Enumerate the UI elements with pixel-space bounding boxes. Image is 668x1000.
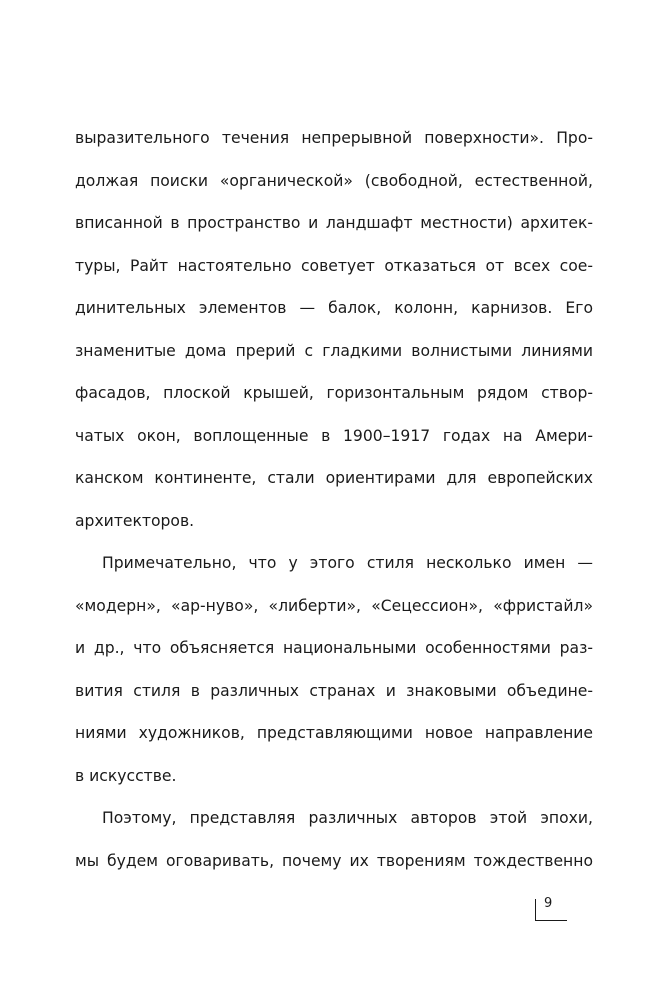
text-line: Поэтому, представляя различных авторов этой эпохи,	[102, 809, 593, 827]
text-line: архитекторов.	[75, 511, 195, 530]
folio-vertical-rule	[535, 899, 536, 921]
text-line: Примечательно, что у этого стиля несколько имен —	[102, 554, 593, 572]
page-number-folio	[535, 895, 595, 921]
text-line: вития стиля в различных странах и знаковыми объедине-	[75, 681, 593, 700]
text-line: чатых окон, воплощенные в 1900–1917 годах на Амери-	[75, 426, 593, 445]
folio-horizontal-rule	[535, 920, 567, 921]
text-line: канском континенте, стали ориентирами для европейских	[75, 469, 593, 487]
text-line: в искусстве.	[75, 766, 177, 785]
text-line: вписанной в пространство и ландшафт местности) архитек-	[75, 214, 593, 232]
text-line: динительных элементов — балок, колонн, карнизов. Его	[75, 299, 593, 317]
page-number: 9	[544, 896, 553, 911]
text-line: должая поиски «органической» (свободной, естественной,	[75, 171, 593, 190]
paragraph-1	[75, 117, 593, 542]
body-text	[75, 117, 593, 882]
text-line: знаменитые дома прерий с гладкими волнистыми линиями	[75, 341, 593, 360]
text-line: ниями художников, представляющими новое направление	[75, 724, 593, 742]
paragraph-2	[75, 542, 593, 797]
text-line: выразительного течения непрерывной поверхности». Про-	[75, 129, 593, 147]
text-line: «модерн», «ар-нуво», «либерти», «Сецессион», «фристайл»	[75, 596, 593, 615]
text-line: и др., что объясняется национальными особенностями раз-	[75, 639, 593, 657]
text-line: туры, Райт настоятельно советует отказаться от всех сое-	[75, 256, 593, 275]
paragraph-3	[75, 797, 593, 882]
text-line: фасадов, плоской крышей, горизонтальным рядом створ-	[75, 384, 593, 402]
text-line: мы будем оговаривать, почему их творениям тождественно	[75, 851, 593, 870]
